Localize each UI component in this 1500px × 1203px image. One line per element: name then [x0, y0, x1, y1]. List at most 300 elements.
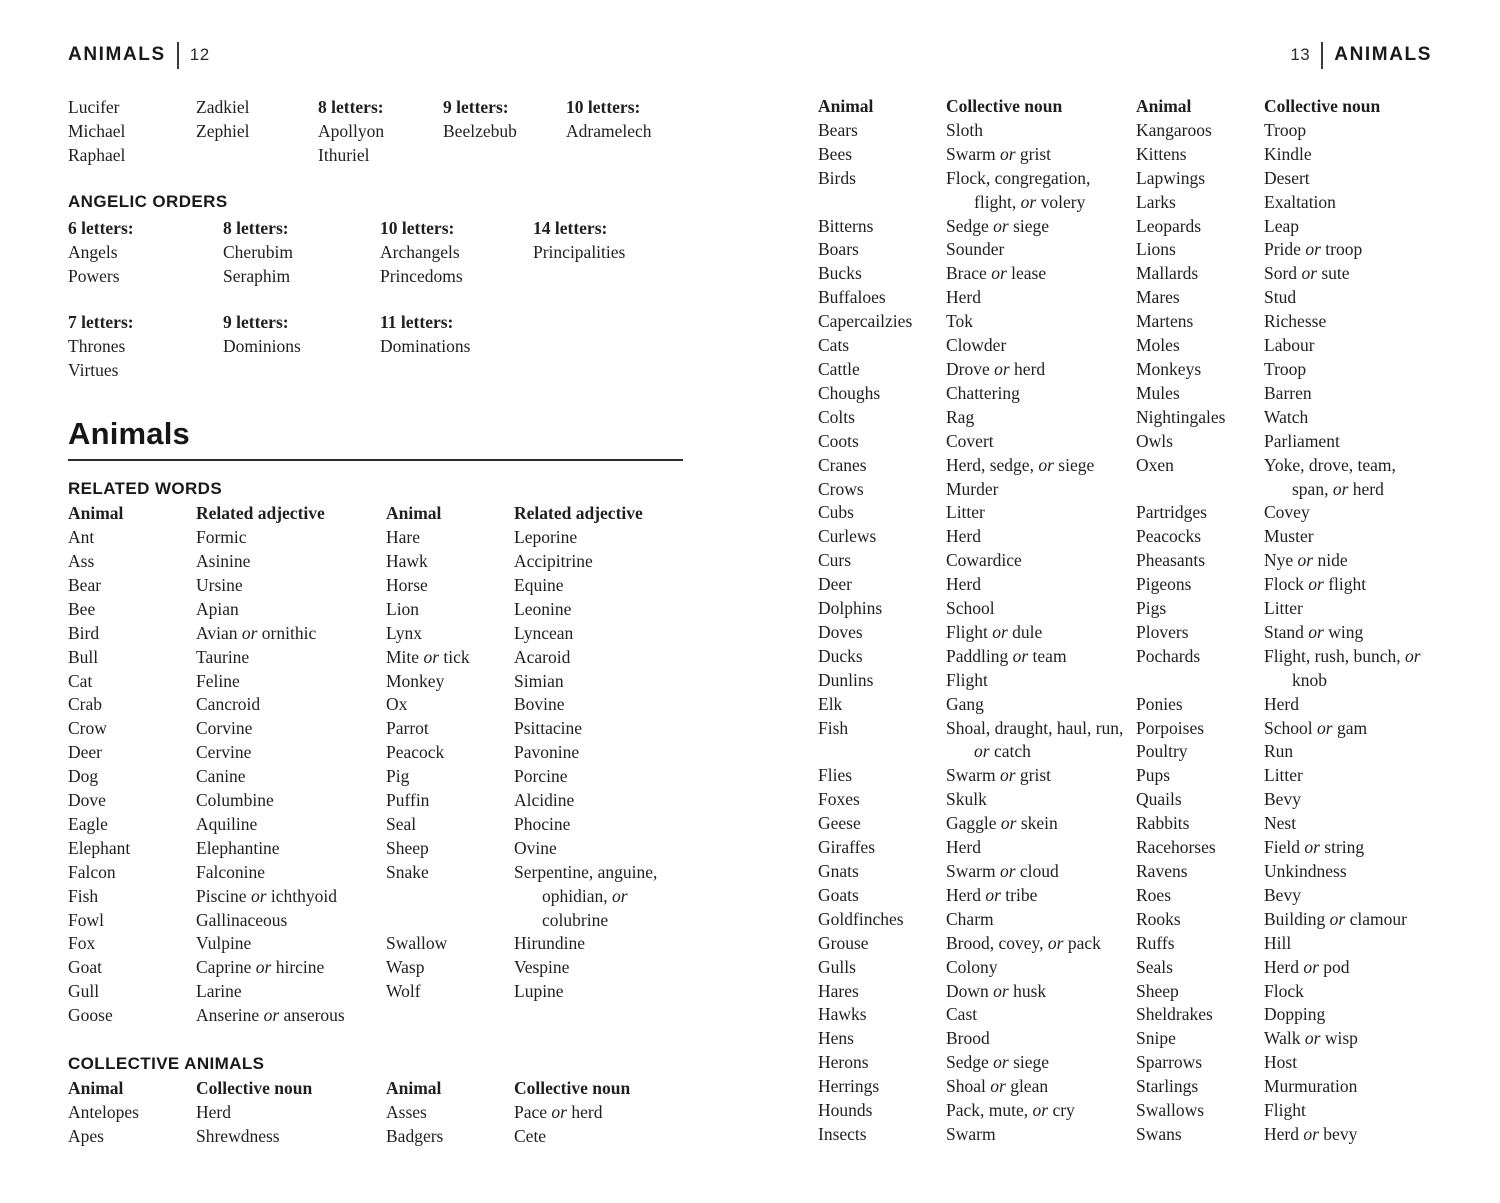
collective-noun-cell: Herd or bevy [1264, 1123, 1358, 1144]
animal-cell: Wasp [386, 957, 425, 978]
collective-noun-cell: Chattering [946, 382, 1020, 403]
column-header: Animal [818, 96, 874, 116]
title-rule [68, 459, 683, 461]
collective-noun-cell: Litter [1264, 765, 1303, 786]
collective-continued-right-columns [1136, 119, 1432, 1147]
collective-noun-cell: Litter [1264, 598, 1303, 619]
animal-cell: Coots [818, 430, 859, 451]
related-adjective-cell: Feline [196, 670, 240, 691]
related-adjective-cell: Canine [196, 766, 246, 787]
related-adjective-cell: Vespine [514, 957, 570, 978]
collective-noun-cell: Swarm [946, 1123, 996, 1144]
animal-cell: Insects [818, 1123, 867, 1144]
animal-cell: Monkey [386, 670, 445, 691]
collective-continued-column-headers [818, 95, 1432, 119]
collective-noun-cell: Herd [946, 287, 981, 308]
animal-cell: Dunlins [818, 669, 874, 690]
collective-noun-cell: Herd or tribe [946, 884, 1038, 905]
word-item: Archangels [380, 241, 460, 262]
animal-cell: Swans [1136, 1123, 1182, 1144]
collective-noun-cell: Pride or troop [1264, 239, 1363, 260]
animal-cell: Gulls [818, 956, 856, 977]
related-adjective-cell: Avian or ornithic [196, 622, 317, 643]
section-heading-angelic-orders: ANGELIC ORDERS [68, 191, 228, 211]
collective-noun-cell: Litter [946, 502, 985, 523]
animal-cell: Herrings [818, 1076, 880, 1097]
animal-cell: Porpoises [1136, 717, 1205, 738]
collective-noun-cell: Tok [946, 311, 973, 332]
collective-noun-cell: Sounder [946, 239, 1005, 260]
collective-noun-cell: Murder [946, 478, 999, 499]
section-heading-related-words: RELATED WORDS [68, 479, 223, 499]
word-item: Raphael [68, 144, 126, 165]
right-page [818, 44, 1432, 1147]
collective-noun-cell: School [946, 598, 995, 619]
left-page [68, 44, 683, 1149]
letter-count-heading: 8 letters: [223, 217, 289, 238]
word-item: Dominations [380, 336, 471, 357]
column-header: Animal [68, 1078, 124, 1099]
animal-cell: Capercailzies [818, 311, 913, 332]
collective-noun-cell: Kindle [1264, 143, 1312, 164]
animal-cell: Dove [68, 790, 106, 811]
collective-continued-table [818, 119, 1432, 1147]
animal-cell: Geese [818, 813, 861, 834]
related-adjective-cell: Lyncean [514, 622, 574, 643]
collective-noun-cell: Flight or dule [946, 621, 1043, 642]
related-adjective-cell: Leonine [514, 598, 572, 619]
animal-cell: Fish [68, 885, 99, 906]
collective-noun-cell: Charm [946, 908, 994, 929]
collective-noun-cell: Flock or flight [1264, 574, 1367, 595]
animal-cell: Pheasants [1136, 550, 1206, 571]
related-adjective-cell: Formic [196, 527, 247, 548]
collective-noun-cell: Herd [1264, 693, 1299, 714]
collective-noun-cell: Nye or nide [1264, 550, 1348, 571]
animal-cell: Falcon [68, 861, 116, 882]
related-adjective-cell: Ursine [196, 574, 243, 595]
collective-noun-cell: Cowardice [946, 550, 1022, 571]
collective-noun-cell: Building or clamour [1264, 908, 1407, 929]
column-header: Animal [1136, 96, 1192, 116]
animal-cell: Bitterns [818, 215, 874, 236]
related-adjective-cell: Psittacine [514, 718, 583, 739]
collective-noun-cell: Rag [946, 406, 975, 427]
word-item: Zephiel [196, 120, 250, 141]
word-item: Thrones [68, 336, 126, 357]
collective-noun-cell: Sord or sute [1264, 263, 1350, 284]
animal-cell: Mules [1136, 382, 1180, 403]
collective-noun-cell: Gaggle or skein [946, 813, 1058, 834]
animal-cell: Colts [818, 406, 855, 427]
animal-cell: Horse [386, 574, 428, 595]
letter-count-heading: 6 letters: [68, 217, 134, 238]
word-item: Cherubim [223, 241, 293, 262]
related-adjective-cell: Asinine [196, 550, 251, 571]
animal-cell: Partridges [1136, 502, 1207, 523]
animal-cell: Crow [68, 718, 107, 739]
animal-cell: Cubs [818, 502, 854, 523]
animal-cell: Gnats [818, 861, 859, 881]
collective-animals-table [68, 1101, 683, 1149]
animal-cell: Lapwings [1136, 167, 1206, 188]
animal-cell: Ruffs [1136, 932, 1175, 953]
collective-noun-cell: Muster [1264, 526, 1314, 547]
letter-count-heading: 14 letters: [533, 217, 608, 238]
collective-animals-left-columns [68, 1101, 386, 1149]
collective-noun-cell: Dopping [1264, 1004, 1326, 1025]
collective-noun-cell: Flight [1264, 1100, 1306, 1121]
animal-cell: Pochards [1136, 645, 1201, 666]
collective-noun-cell: School or gam [1264, 717, 1368, 738]
collective-noun-cell: Clowder [946, 335, 1007, 356]
word-item: Virtues [68, 360, 119, 381]
column-header: Collective noun [514, 1078, 631, 1099]
animal-cell: Deer [68, 742, 103, 763]
animal-cell: Snipe [1136, 1028, 1176, 1049]
animal-cell: Boars [818, 239, 859, 260]
related-adjective-cell: Cancroid [196, 694, 261, 715]
collective-noun-cell: Down or husk [946, 980, 1047, 1001]
animal-cell: Starlings [1136, 1076, 1199, 1097]
collective-noun-cell: Flight, rush, bunch, or knob [1264, 645, 1421, 690]
related-words-left-columns [68, 526, 386, 1028]
word-column [443, 96, 566, 168]
animal-cell: Fish [818, 717, 849, 738]
letter-count-heading: 7 letters: [68, 312, 134, 333]
column-header: Animal [386, 1078, 442, 1099]
angelic-orders-row2 [68, 311, 683, 383]
letter-count-heading: 11 letters: [380, 312, 454, 333]
animal-cell: Sparrows [1136, 1052, 1203, 1073]
animal-cell: Sheep [386, 837, 429, 858]
word-column [68, 217, 223, 289]
word-column [533, 217, 625, 289]
animal-cell: Sheldrakes [1136, 1004, 1213, 1025]
column-header: Related adjective [514, 503, 643, 524]
animal-cell: Racehorses [1136, 837, 1216, 858]
animal-cell: Choughs [818, 382, 881, 403]
right-page-header [818, 44, 1432, 66]
animal-cell: Goats [818, 884, 859, 905]
collective-noun-cell: Swarm or grist [946, 765, 1052, 786]
collective-noun-cell: Labour [1264, 335, 1315, 356]
animal-cell: Hare [386, 527, 421, 548]
animal-cell: Foxes [818, 789, 860, 810]
animal-cell: Ox [386, 694, 408, 715]
letter-count-heading: 9 letters: [443, 97, 509, 117]
animal-cell: Ducks [818, 645, 863, 666]
collective-noun-cell: Stud [1264, 287, 1297, 308]
word-item: Ithuriel [318, 144, 370, 165]
animal-cell: Asses [386, 1102, 427, 1122]
related-adjective-cell: Caprine or hircine [196, 957, 325, 978]
animal-cell: Crab [68, 694, 103, 715]
animal-cell: Sheep [1136, 980, 1179, 1001]
angelic-orders-row1 [68, 217, 683, 289]
animal-cell: Cat [68, 670, 93, 691]
word-item: Princedoms [380, 265, 463, 286]
related-adjective-cell: Equine [514, 574, 564, 595]
word-column [380, 217, 533, 289]
collective-noun-cell: Sedge or siege [946, 1052, 1050, 1073]
animal-cell: Goldfinches [818, 908, 904, 929]
header-divider [1321, 42, 1323, 69]
animal-cell: Lion [386, 598, 420, 619]
animal-cell: Oxen [1136, 454, 1174, 475]
page-number: 12 [189, 45, 210, 64]
related-adjective-cell: Porcine [514, 766, 568, 787]
animal-cell: Rabbits [1136, 813, 1190, 834]
related-adjective-cell: Lupine [514, 981, 564, 1002]
related-adjective-cell: Phocine [514, 813, 571, 834]
animal-cell: Flies [818, 765, 853, 786]
related-adjective-cell: Gallinaceous [196, 909, 288, 930]
collective-noun-cell: Troop [1264, 358, 1307, 379]
word-column [318, 96, 443, 168]
animal-cell: Herons [818, 1052, 869, 1073]
animal-cell: Swallow [386, 933, 448, 954]
word-column [223, 311, 380, 383]
collective-noun-cell: Leap [1264, 215, 1299, 236]
animal-cell: Bull [68, 646, 99, 667]
animal-cell: Hares [818, 980, 859, 1001]
animal-cell: Plovers [1136, 621, 1189, 642]
animal-cell: Hawk [386, 550, 428, 571]
collective-noun-cell: Cast [946, 1004, 978, 1025]
column-header: Animal [68, 503, 124, 524]
animal-cell: Snake [386, 861, 429, 882]
collective-noun-cell: Covert [946, 430, 994, 451]
animal-cell: Bee [68, 598, 96, 619]
word-column [68, 311, 223, 383]
word-item: Angels [68, 241, 118, 262]
animal-cell: Parrot [386, 718, 429, 739]
animal-cell: Elephant [68, 837, 131, 858]
word-column [380, 311, 533, 383]
running-head-title: ANIMALS [1334, 44, 1432, 65]
collective-noun-cell: Desert [1264, 167, 1310, 188]
collective-animals-right-columns [386, 1101, 683, 1149]
animal-cell: Crows [818, 478, 864, 499]
collective-noun-cell: Field or string [1264, 837, 1365, 858]
collective-noun-cell: Shrewdness [196, 1125, 280, 1146]
word-item: Powers [68, 265, 120, 286]
letter-count-heading: 10 letters: [566, 97, 641, 117]
collective-noun-cell: Swarm or grist [946, 143, 1052, 164]
collective-noun-cell: Swarm or cloud [946, 861, 1059, 881]
collective-noun-cell: Bevy [1264, 789, 1301, 810]
collective-noun-cell: Pack, mute, or cry [946, 1100, 1075, 1121]
related-adjective-cell: Vulpine [196, 933, 252, 954]
collective-noun-cell: Yoke, drove, team, span, or herd [1264, 454, 1396, 499]
column-header: Collective noun [946, 96, 1063, 116]
collective-noun-cell: Host [1264, 1052, 1298, 1073]
collective-noun-cell: Herd, sedge, or siege [946, 454, 1095, 475]
collective-noun-cell: Sloth [946, 119, 983, 140]
collective-noun-cell: Covey [1264, 502, 1310, 523]
collective-noun-cell: Troop [1264, 119, 1307, 140]
related-adjective-cell: Accipitrine [514, 550, 593, 571]
word-column [566, 96, 652, 168]
animal-cell: Giraffes [818, 837, 876, 858]
word-column [223, 217, 380, 289]
animal-cell: Wolf [386, 981, 421, 1002]
collective-noun-cell: Cete [514, 1125, 547, 1146]
collective-noun-cell: Drove or herd [946, 358, 1046, 379]
animal-cell: Nightingales [1136, 406, 1226, 427]
related-adjective-cell: Pavonine [514, 742, 580, 763]
related-adjective-cell: Taurine [196, 646, 250, 667]
related-adjective-cell: Aquiline [196, 813, 258, 834]
animal-cell: Birds [818, 167, 856, 188]
letter-count-heading: 8 letters: [318, 97, 384, 117]
word-item: Michael [68, 120, 126, 141]
animal-cell: Pig [386, 766, 410, 787]
animal-cell: Mares [1136, 287, 1180, 308]
animal-cell: Hounds [818, 1100, 873, 1121]
collective-noun-cell: Exaltation [1264, 191, 1336, 212]
animal-cell: Hawks [818, 1004, 867, 1025]
animal-cell: Buffaloes [818, 287, 886, 308]
animal-cell: Kangaroos [1136, 119, 1212, 140]
animal-cell: Antelopes [68, 1102, 139, 1122]
animal-cell: Elk [818, 693, 843, 714]
animal-cell: Bear [68, 574, 102, 595]
collective-noun-cell: Bevy [1264, 884, 1301, 905]
collective-noun-cell: Nest [1264, 813, 1297, 834]
animal-cell: Eagle [68, 813, 108, 834]
related-adjective-cell: Larine [196, 981, 242, 1002]
animal-cell: Gull [68, 981, 100, 1002]
animal-cell: Owls [1136, 430, 1173, 451]
related-adjective-cell: Apian [196, 598, 239, 619]
letter-count-heading: 10 letters: [380, 217, 455, 238]
animal-cell: Swallows [1136, 1100, 1205, 1121]
animal-cell: Grouse [818, 932, 869, 953]
related-adjective-cell: Corvine [196, 718, 253, 739]
animal-cell: Curlews [818, 526, 877, 547]
column-header: Related adjective [196, 503, 325, 524]
animal-cell: Bucks [818, 263, 862, 284]
collective-noun-cell: Watch [1264, 406, 1309, 427]
related-adjective-cell: Piscine or ichthyoid [196, 885, 337, 906]
word-item: Lucifer [68, 97, 120, 117]
animal-cell: Puffin [386, 790, 430, 811]
column-header: Collective noun [1264, 96, 1381, 116]
collective-noun-cell: Herd [946, 837, 981, 858]
chapter-title: Animals [68, 416, 190, 452]
animal-cell: Deer [818, 574, 853, 595]
animal-cell: Badgers [386, 1125, 444, 1146]
animal-cell: Cattle [818, 358, 860, 379]
collective-noun-cell: Walk or wisp [1264, 1028, 1358, 1049]
collective-noun-cell: Shoal, draught, haul, run, or catch [946, 717, 1124, 762]
header-divider [177, 42, 179, 69]
column-header: Collective noun [196, 1078, 313, 1099]
animal-cell: Pups [1136, 765, 1171, 786]
related-adjective-cell: Simian [514, 670, 564, 691]
collective-noun-cell: Murmuration [1264, 1076, 1358, 1097]
animal-cell: Fowl [68, 909, 104, 930]
animal-cell: Goat [68, 957, 103, 978]
animal-cell: Bird [68, 622, 100, 643]
collective-noun-cell: Unkindness [1264, 861, 1347, 881]
related-adjective-cell: Anserine or anserous [196, 1005, 345, 1026]
related-adjective-cell: Hirundine [514, 933, 585, 954]
collective-noun-cell: Brood, covey, or pack [946, 932, 1101, 953]
angels-word-lists [68, 96, 683, 168]
animal-cell: Doves [818, 621, 863, 642]
animal-cell: Mallards [1136, 263, 1199, 284]
collective-noun-cell: Herd or pod [1264, 956, 1350, 977]
animal-cell: Peacocks [1136, 526, 1202, 547]
related-words-column-headers [68, 502, 683, 526]
word-item: Dominions [223, 336, 301, 357]
running-head-title: ANIMALS [68, 44, 166, 65]
animal-cell: Goose [68, 1005, 113, 1026]
left-page-header [68, 44, 683, 66]
animal-cell: Larks [1136, 191, 1176, 212]
animal-cell: Bees [818, 143, 853, 164]
animal-cell: Cranes [818, 454, 867, 475]
collective-noun-cell: Gang [946, 693, 984, 714]
column-header: Animal [386, 503, 442, 524]
animal-cell: Pigeons [1136, 574, 1192, 595]
page-number: 13 [1290, 45, 1311, 64]
animal-cell: Curs [818, 550, 852, 571]
collective-noun-cell: Barren [1264, 382, 1312, 403]
word-column [68, 96, 196, 168]
animal-cell: Monkeys [1136, 358, 1202, 379]
related-adjective-cell: Ovine [514, 837, 557, 858]
word-item: Zadkiel [196, 97, 250, 117]
collective-noun-cell: Brace or lease [946, 263, 1047, 284]
animal-cell: Seals [1136, 956, 1173, 977]
animal-cell: Fox [68, 933, 96, 954]
collective-noun-cell: Herd [196, 1102, 231, 1122]
animal-cell: Seal [386, 813, 417, 834]
word-item: Beelzebub [443, 120, 517, 141]
word-item: Adramelech [566, 120, 652, 141]
animal-cell: Lions [1136, 239, 1176, 260]
related-words-table [68, 526, 683, 1028]
collective-noun-cell: Herd [946, 574, 981, 595]
word-item: Seraphim [223, 265, 291, 286]
animal-cell: Lynx [386, 622, 422, 643]
related-adjective-cell: Cervine [196, 742, 252, 763]
animal-cell: Cats [818, 335, 850, 356]
word-item: Apollyon [318, 120, 385, 141]
related-adjective-cell: Bovine [514, 694, 565, 715]
animal-cell: Leopards [1136, 215, 1202, 236]
collective-noun-cell: Herd [946, 526, 981, 547]
collective-noun-cell: Stand or wing [1264, 621, 1364, 642]
animal-cell: Ponies [1136, 693, 1183, 714]
related-adjective-cell: Leporine [514, 527, 578, 548]
collective-noun-cell: Shoal or glean [946, 1076, 1049, 1097]
related-adjective-cell: Serpentine, anguine, ophidian, or colubrine [514, 861, 658, 930]
letter-count-heading: 9 letters: [223, 312, 289, 333]
collective-noun-cell: Brood [946, 1028, 990, 1049]
animal-cell: Moles [1136, 335, 1180, 356]
collective-noun-cell: Skulk [946, 789, 987, 810]
animal-cell: Dolphins [818, 598, 883, 619]
collective-noun-cell: Hill [1264, 932, 1292, 953]
animal-cell: Roes [1136, 884, 1171, 905]
collective-noun-cell: Parliament [1264, 430, 1340, 451]
collective-noun-cell: Flock [1264, 980, 1304, 1001]
